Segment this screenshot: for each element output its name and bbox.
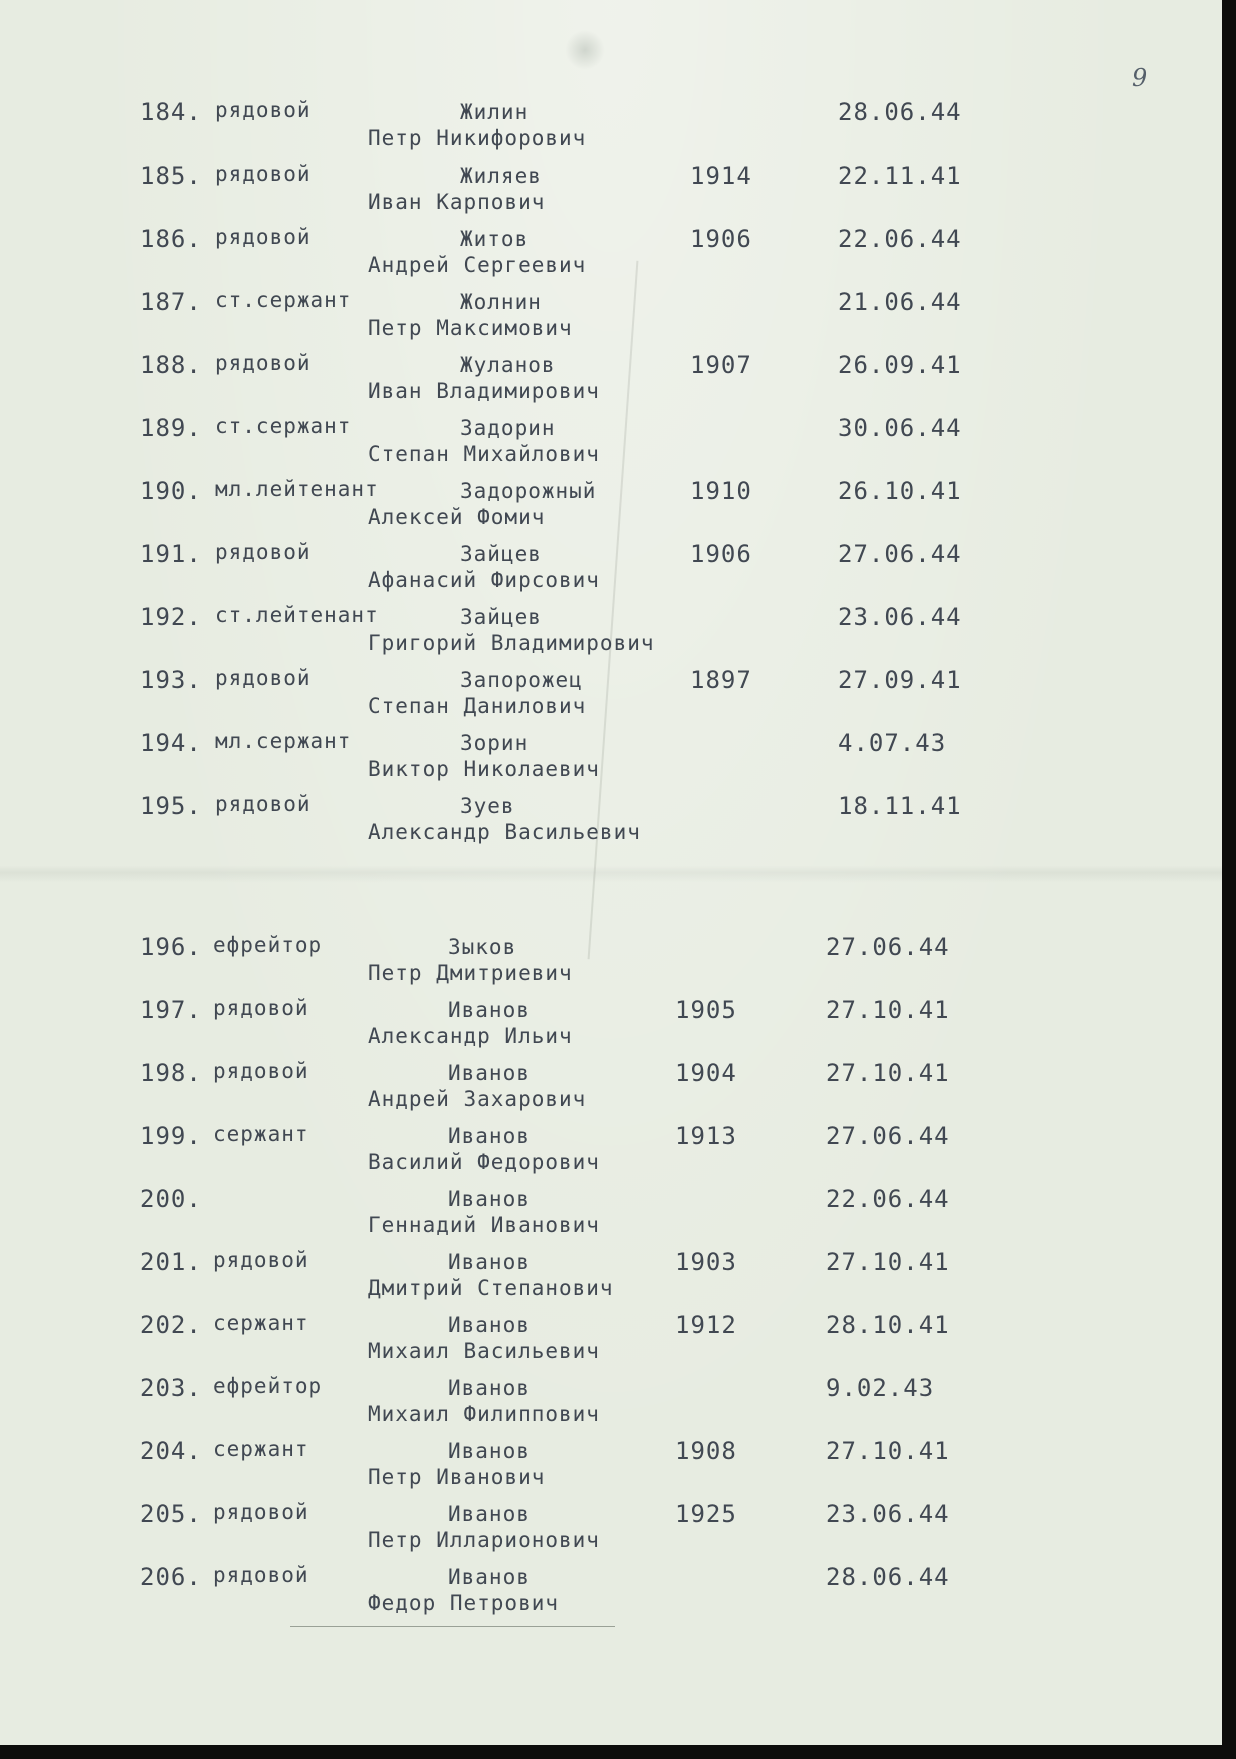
list-entry — [0, 98, 1222, 158]
entry-number: 186. — [140, 225, 202, 253]
entry-surname: Иванов — [448, 998, 530, 1022]
entry-birth-year: 1906 — [690, 225, 752, 253]
entry-number: 192. — [140, 603, 202, 631]
entry-surname: Зайцев — [460, 542, 542, 566]
entry-surname: Задорожный — [460, 479, 597, 503]
entry-surname: Зайцев — [460, 605, 542, 629]
entry-surname: Иванов — [448, 1439, 530, 1463]
list-entry — [0, 1563, 1222, 1623]
entry-surname: Жуланов — [460, 353, 556, 377]
entry-rank: рядовой — [213, 1500, 309, 1524]
page-number: 9 — [1132, 64, 1148, 92]
entry-given-names: Андрей Сергеевич — [368, 253, 587, 277]
entry-number: 197. — [140, 996, 202, 1024]
bottom-rule — [290, 1626, 615, 1627]
entry-birth-year: 1905 — [675, 996, 737, 1024]
entry-number: 206. — [140, 1563, 202, 1591]
entry-rank: ст.сержант — [215, 288, 352, 312]
list-entry — [0, 1500, 1222, 1560]
entry-surname: Иванов — [448, 1565, 530, 1589]
entry-number: 191. — [140, 540, 202, 568]
entry-number: 187. — [140, 288, 202, 316]
entry-number: 202. — [140, 1311, 202, 1339]
entry-surname: Зорин — [460, 731, 529, 755]
entry-rank: мл.сержант — [215, 729, 352, 753]
entry-given-names: Степан Михайлович — [368, 442, 600, 466]
entry-date: 27.06.44 — [826, 933, 950, 961]
entry-surname: Житов — [460, 227, 529, 251]
entry-birth-year: 1910 — [690, 477, 752, 505]
entry-date: 9.02.43 — [826, 1374, 935, 1402]
entry-number: 198. — [140, 1059, 202, 1087]
list-entry — [0, 1185, 1222, 1245]
entry-birth-year: 1903 — [675, 1248, 737, 1276]
paper-stain — [565, 30, 605, 70]
entry-birth-year: 1897 — [690, 666, 752, 694]
entry-date: 27.09.41 — [838, 666, 962, 694]
entry-date: 28.06.44 — [838, 98, 962, 126]
entry-date: 18.11.41 — [838, 792, 962, 820]
entry-surname: Иванов — [448, 1502, 530, 1526]
entry-rank: рядовой — [215, 351, 311, 375]
list-entry — [0, 933, 1222, 993]
entry-rank: сержант — [213, 1311, 309, 1335]
entry-number: 196. — [140, 933, 202, 961]
entry-given-names: Петр Илларионович — [368, 1528, 600, 1552]
entry-rank: ефрейтор — [213, 1374, 323, 1398]
list-entry — [0, 1374, 1222, 1434]
entry-birth-year: 1912 — [675, 1311, 737, 1339]
entry-birth-year: 1906 — [690, 540, 752, 568]
entry-given-names: Петр Никифорович — [368, 126, 587, 150]
entry-birth-year: 1904 — [675, 1059, 737, 1087]
entry-rank: сержант — [213, 1437, 309, 1461]
list-entry — [0, 225, 1222, 285]
entry-number: 189. — [140, 414, 202, 442]
entry-given-names: Михаил Васильевич — [368, 1339, 600, 1363]
list-entry — [0, 540, 1222, 600]
entry-birth-year: 1908 — [675, 1437, 737, 1465]
entry-surname: Иванов — [448, 1313, 530, 1337]
entry-surname: Задорин — [460, 416, 556, 440]
entry-rank: ст.сержант — [215, 414, 352, 438]
list-entry — [0, 351, 1222, 411]
entry-rank: рядовой — [215, 540, 311, 564]
entry-given-names: Алексей Фомич — [368, 505, 546, 529]
entry-date: 27.10.41 — [826, 1059, 950, 1087]
entry-rank: рядовой — [215, 666, 311, 690]
entry-surname: Жолнин — [460, 290, 542, 314]
list-entry — [0, 666, 1222, 726]
entry-given-names: Александр Васильевич — [368, 820, 641, 844]
entry-given-names: Иван Карпович — [368, 190, 546, 214]
entry-date: 23.06.44 — [838, 603, 962, 631]
entry-date: 4.07.43 — [838, 729, 947, 757]
entry-rank: ст.лейтенант — [215, 603, 379, 627]
entry-rank: рядовой — [213, 996, 309, 1020]
list-entry — [0, 1248, 1222, 1308]
entry-number: 184. — [140, 98, 202, 126]
entry-surname: Жиляев — [460, 164, 542, 188]
entry-date: 27.10.41 — [826, 1437, 950, 1465]
entry-rank: рядовой — [213, 1248, 309, 1272]
entry-rank: рядовой — [215, 792, 311, 816]
entry-rank: мл.лейтенант — [215, 477, 379, 501]
entry-date: 26.09.41 — [838, 351, 962, 379]
list-entry — [0, 996, 1222, 1056]
entry-surname: Иванов — [448, 1124, 530, 1148]
entry-given-names: Александр Ильич — [368, 1024, 573, 1048]
entry-date: 27.06.44 — [826, 1122, 950, 1150]
list-entry — [0, 477, 1222, 537]
entry-given-names: Андрей Захарович — [368, 1087, 587, 1111]
entry-number: 194. — [140, 729, 202, 757]
entry-date: 28.10.41 — [826, 1311, 950, 1339]
entry-surname: Зуев — [460, 794, 515, 818]
entry-number: 205. — [140, 1500, 202, 1528]
entry-date: 27.10.41 — [826, 996, 950, 1024]
entry-birth-year: 1913 — [675, 1122, 737, 1150]
entry-given-names: Федор Петрович — [368, 1591, 560, 1615]
list-entry — [0, 414, 1222, 474]
entry-date: 22.06.44 — [838, 225, 962, 253]
entry-birth-year: 1914 — [690, 162, 752, 190]
entry-given-names: Петр Дмитриевич — [368, 961, 573, 985]
entry-number: 201. — [140, 1248, 202, 1276]
entry-number: 193. — [140, 666, 202, 694]
entry-given-names: Василий Федорович — [368, 1150, 600, 1174]
list-entry — [0, 729, 1222, 789]
entry-number: 188. — [140, 351, 202, 379]
entry-surname: Иванов — [448, 1061, 530, 1085]
list-entry — [0, 1311, 1222, 1371]
entry-given-names: Михаил Филиппович — [368, 1402, 600, 1426]
entry-number: 185. — [140, 162, 202, 190]
entry-rank: ефрейтор — [213, 933, 323, 957]
entry-given-names: Геннадий Иванович — [368, 1213, 600, 1237]
entry-given-names: Дмитрий Степанович — [368, 1276, 614, 1300]
entry-surname: Иванов — [448, 1376, 530, 1400]
list-entry — [0, 162, 1222, 222]
entry-surname: Жилин — [460, 100, 529, 124]
entry-rank: рядовой — [215, 98, 311, 122]
entry-date: 21.06.44 — [838, 288, 962, 316]
entry-rank: рядовой — [215, 225, 311, 249]
entry-number: 199. — [140, 1122, 202, 1150]
entry-number: 195. — [140, 792, 202, 820]
list-entry — [0, 1059, 1222, 1119]
entry-given-names: Виктор Николаевич — [368, 757, 600, 781]
list-entry — [0, 792, 1222, 852]
entry-rank: сержант — [213, 1122, 309, 1146]
entry-date: 30.06.44 — [838, 414, 962, 442]
entry-given-names: Афанасий Фирсович — [368, 568, 600, 592]
entry-surname: Запорожец — [460, 668, 583, 692]
entry-rank: рядовой — [213, 1059, 309, 1083]
entry-birth-year: 1925 — [675, 1500, 737, 1528]
list-entry — [0, 1122, 1222, 1182]
entry-rank: рядовой — [215, 162, 311, 186]
entry-surname: Иванов — [448, 1187, 530, 1211]
entry-date: 22.06.44 — [826, 1185, 950, 1213]
entry-surname: Зыков — [448, 935, 517, 959]
entry-given-names: Иван Владимирович — [368, 379, 600, 403]
list-entry — [0, 603, 1222, 663]
entry-date: 27.06.44 — [838, 540, 962, 568]
entry-rank: рядовой — [213, 1563, 309, 1587]
entry-number: 200. — [140, 1185, 202, 1213]
entry-date: 22.11.41 — [838, 162, 962, 190]
entry-number: 190. — [140, 477, 202, 505]
entry-birth-year: 1907 — [690, 351, 752, 379]
entry-given-names: Григорий Владимирович — [368, 631, 655, 655]
entry-given-names: Степан Данилович — [368, 694, 587, 718]
entry-date: 27.10.41 — [826, 1248, 950, 1276]
entry-given-names: Петр Иванович — [368, 1465, 546, 1489]
entry-date: 28.06.44 — [826, 1563, 950, 1591]
list-entry — [0, 1437, 1222, 1497]
entry-date: 23.06.44 — [826, 1500, 950, 1528]
list-entry — [0, 288, 1222, 348]
entry-number: 203. — [140, 1374, 202, 1402]
entry-number: 204. — [140, 1437, 202, 1465]
entry-date: 26.10.41 — [838, 477, 962, 505]
entry-given-names: Петр Максимович — [368, 316, 573, 340]
entry-surname: Иванов — [448, 1250, 530, 1274]
